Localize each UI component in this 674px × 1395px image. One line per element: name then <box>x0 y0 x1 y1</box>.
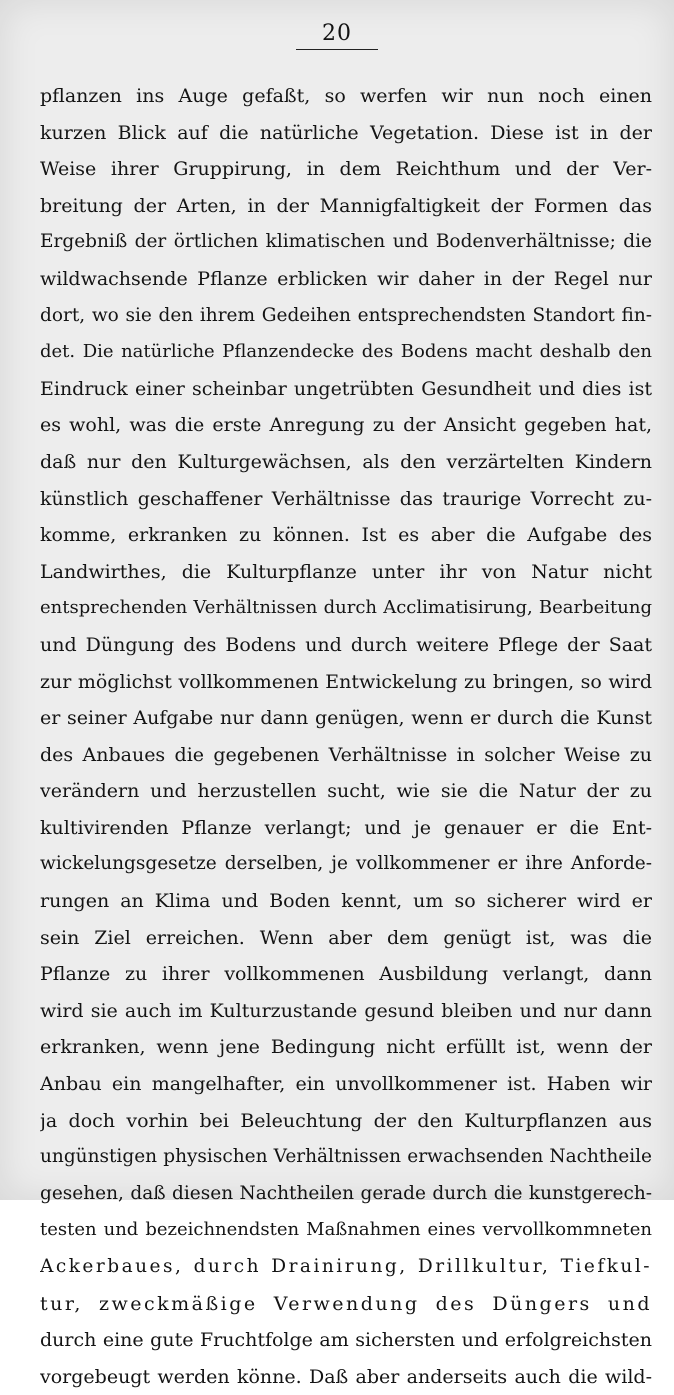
text-line: vorgebeugt werden könne. Daß aber anderseits auch die wild- <box>40 1365 652 1388</box>
text-line: Ergebniß der örtlichen klimatischen und Bodenverhältnisse; die <box>40 231 652 253</box>
text-line: entsprechenden Verhältnissen durch Acclimatisirung, Bearbeitung <box>40 597 652 619</box>
text-line: erkranken, wenn jene Bedingung nicht erfüllt ist, wenn der <box>40 1036 652 1059</box>
text-line: künstlich geschaffener Verhältnisse das traurige Vorrecht zu- <box>40 487 652 510</box>
text-line: kultivirenden Pflanze verlangt; und je genauer er die Ent- <box>40 816 652 839</box>
text-line: Landwirthes, die Kulturpflanze unter ihr von Natur nicht <box>40 560 652 583</box>
text-line: Weise ihrer Gruppirung, in dem Reichthum und der Ver- <box>40 158 652 181</box>
text-line: Anbau ein mangelhafter, ein unvollkommener ist. Haben wir <box>40 1073 652 1096</box>
header-rule <box>296 49 378 50</box>
text-line: pflanzen ins Auge gefaßt, so werfen wir nun noch einen <box>40 85 652 107</box>
text-line: testen und bezeichnendsten Maßnahmen eines vervollkommneten <box>40 1219 652 1241</box>
text-line: wird sie auch im Kulturzustande gesund bleiben und nur dann <box>40 999 652 1022</box>
text-line: ungünstigen physischen Verhältnissen erwachsenden Nachtheile <box>40 1146 652 1168</box>
text-line: komme, erkranken zu können. Ist es aber die Aufgabe des <box>40 524 652 547</box>
text-line: es wohl, was die erste Anregung zu der Ansicht gegeben hat, <box>40 414 652 437</box>
text-line: Pflanze zu ihrer vollkommenen Ausbildung verlangt, dann <box>40 963 652 986</box>
text-line: daß nur den Kulturgewächsen, als den verzärtelten Kindern <box>40 450 652 473</box>
text-line: zur möglichst vollkommenen Entwickelung zu bringen, so wird <box>40 670 652 693</box>
text-line: er seiner Aufgabe nur dann genügen, wenn er durch die Kunst <box>40 707 652 730</box>
text-line: kurzen Blick auf die natürliche Vegetation. Diese ist in der <box>40 121 652 144</box>
text-line: dort, wo sie den ihrem Gedeihen entsprechendsten Standort fin- <box>40 304 652 326</box>
text-line: sein Ziel erreichen. Wenn aber dem genügt ist, was die <box>40 926 652 949</box>
text-line: breitung der Arten, in der Mannigfaltigkeit der Formen das <box>40 194 652 217</box>
text-line: gesehen, daß diesen Nachtheilen gerade durch die kunstgerech- <box>40 1182 652 1204</box>
text-line: rungen an Klima und Boden kennt, um so sicherer wird er <box>40 890 652 913</box>
body-text <box>40 78 652 1395</box>
text-line: verändern und herzustellen sucht, wie sie die Natur der zu <box>40 780 652 803</box>
text-line: wildwachsende Pflanze erblicken wir daher in der Regel nur <box>40 267 652 290</box>
text-line: Ackerbaues, durch Drainirung, Drillkultur, Tiefkul- <box>40 1256 652 1277</box>
page-number: 20 <box>322 21 352 46</box>
text-line: tur, zweckmäßige Verwendung des Düngers und <box>40 1292 652 1315</box>
text-line: und Düngung des Bodens und durch weitere Pflege der Saat <box>40 633 652 656</box>
text-line: ja doch vorhin bei Beleuchtung der den Kulturpflanzen aus <box>40 1109 652 1132</box>
text-line: durch eine gute Fruchtfolge am sichersten und erfolgreichsten <box>40 1329 652 1352</box>
text-line: det. Die natürliche Pflanzendecke des Bodens macht deshalb den <box>40 341 652 363</box>
text-line: des Anbaues die gegebenen Verhältnisse in solcher Weise zu <box>40 743 652 766</box>
text-line: Eindruck einer scheinbar ungetrübten Gesundheit und dies ist <box>40 377 652 400</box>
text-line: wickelungsgesetze derselben, je vollkommener er ihre Anforde- <box>40 853 652 875</box>
